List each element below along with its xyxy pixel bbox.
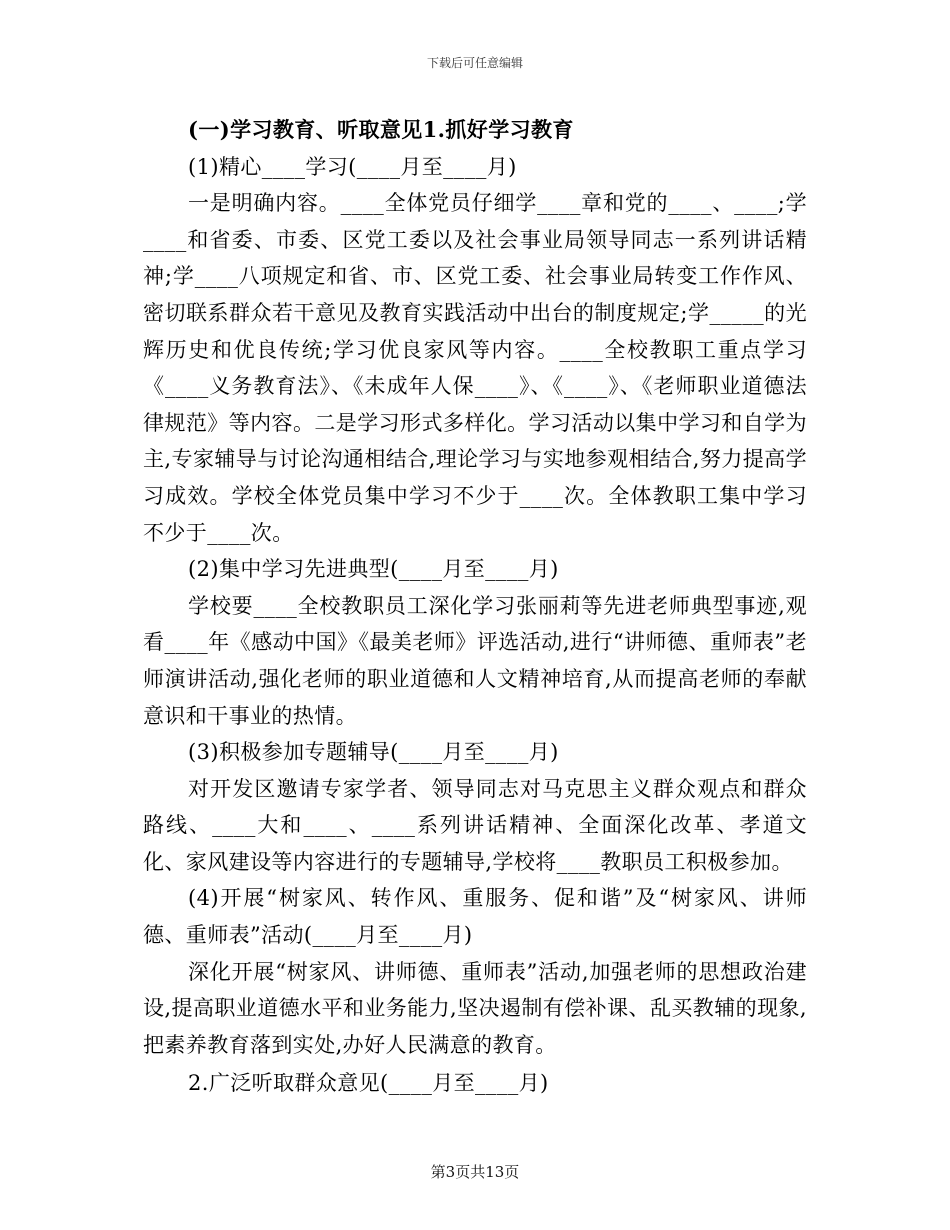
subheading-4: (4)开展“树家风、转作风、重服务、促和谐”及“树家风、讲师德、重师表”活动(____月至____月) [143,886,807,948]
subheading-2: (2)集中学习先进典型(____月至____月) [188,557,559,582]
page-header: 下载后可任意编辑 [426,56,523,70]
paragraph-2: 学校要____全校教职员工深化学习张丽莉等先进老师典型事迹,观看____年《感动中国》《最美老师》评选活动,进行“讲师德、重师表”老师演讲活动,强化老师的职业道德和人文精神培育,从而提高老师的奉献意识和干事业的热情。 [143,593,807,728]
subheading-1: (1)精心____学习(____月至____月) [188,154,517,179]
subheading-5: 2.广泛听取群众意见(____月至____月) [188,1071,549,1096]
document-body [143,112,807,1102]
page-number: 第3页共13页 [430,1163,520,1181]
paragraph-1: 一是明确内容。____全体党员仔细学____章和党的____、____;学____和省委、市委、区党工委以及社会事业局领导同志一系列讲话精神;学____八项规定和省、市、区党工委、社会事业局转变工作作风、密切联系群众若干意见及教育实践活动中出台的制度规定;学_____的光辉历史和优良传统;学习优良家风等内容。____全校教职工重点学习《____义务教育法》、《未成年人保____》、《____》、《老师职业道德法律规范》等内容。二是学习形式多样化。学习活动以集中学习和自学为主,专家辅导与讨论沟通相结合,理论学习与实地参观相结合,努力提高学习成效。学校全体党员集中学习不少于____次。全体教职工集中学习不少于____次。 [143,191,807,545]
paragraph-4: 深化开展“树家风、讲师德、重师表”活动,加强老师的思想政治建设,提高职业道德水平和业务能力,坚决遏制有偿补课、乱买教辅的现象,把素养教育落到实处,办好人民满意的教育。 [143,959,807,1057]
section-heading: (一)学习教育、听取意见1.抓好学习教育 [188,117,574,142]
paragraph-3: 对开发区邀请专家学者、领导同志对马克思主义群众观点和群众路线、____大和____、____系列讲话精神、全面深化改革、孝道文化、家风建设等内容进行的专题辅导,学校将____教职员工积极参加。 [143,776,807,874]
subheading-3: (3)积极参加专题辅导(____月至____月) [188,740,559,765]
